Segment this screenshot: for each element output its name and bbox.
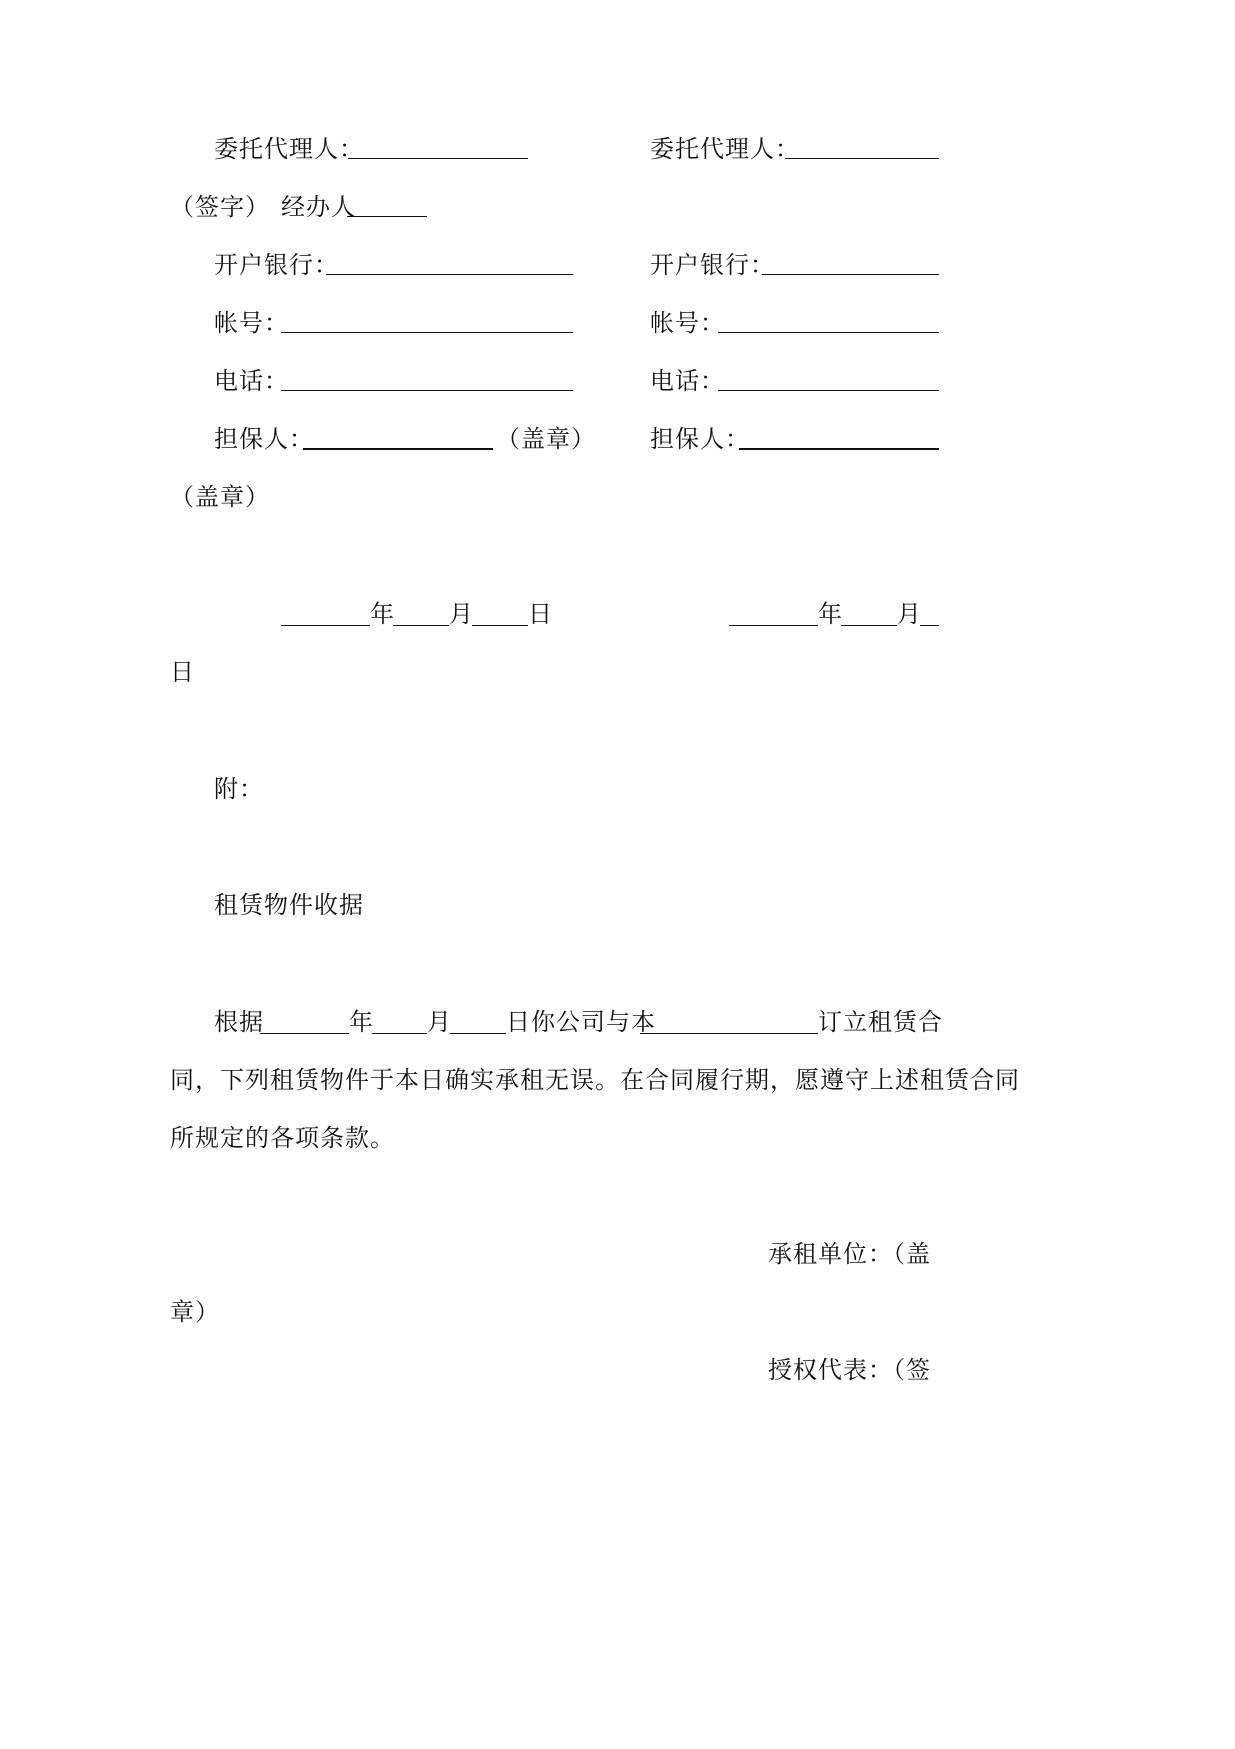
- right-year-label: 年: [818, 600, 843, 628]
- right-bank-blank[interactable]: [762, 274, 939, 275]
- right-month-label: 月: [897, 600, 922, 628]
- handler-label: 经办人: [281, 193, 356, 221]
- right-guarantor-blank[interactable]: [739, 448, 939, 450]
- left-account-blank[interactable]: [281, 332, 573, 333]
- right-agent-label: 委托代理人：: [650, 135, 800, 163]
- left-phone-blank[interactable]: [281, 390, 573, 391]
- right-phone-label: 电话：: [650, 367, 725, 395]
- right-day-blank[interactable]: [920, 625, 939, 626]
- receipt-tail: 订立租赁合: [818, 1008, 943, 1036]
- seal-wrap: （盖章）: [170, 483, 270, 511]
- right-account-blank[interactable]: [718, 332, 939, 333]
- receipt-mid: 日你公司与本: [506, 1008, 656, 1036]
- left-day-label: 日: [528, 600, 553, 628]
- left-guarantor-blank[interactable]: [303, 448, 493, 450]
- receipt-month-label: 月: [427, 1008, 452, 1036]
- receipt-day-blank[interactable]: [450, 1033, 506, 1034]
- left-year-label: 年: [370, 600, 395, 628]
- receipt-lead: 根据: [214, 1008, 264, 1036]
- handler-blank[interactable]: [347, 216, 427, 217]
- left-guarantor-label: 担保人：: [214, 425, 314, 453]
- left-day-blank[interactable]: [472, 625, 528, 626]
- right-account-label: 帐号：: [650, 309, 725, 337]
- left-month-label: 月: [449, 600, 474, 628]
- left-year-blank[interactable]: [281, 625, 370, 626]
- left-bank-blank[interactable]: [326, 274, 573, 275]
- appendix-title: 租赁物件收据: [214, 891, 364, 919]
- left-agent-label: 委托代理人：: [214, 135, 364, 163]
- receipt-party-blank[interactable]: [640, 1033, 818, 1034]
- left-bank-label: 开户银行：: [214, 251, 339, 279]
- left-agent-blank[interactable]: [348, 158, 528, 159]
- right-day-wrap: 日: [170, 658, 195, 686]
- lessee-unit-label: 承租单位：（盖: [768, 1240, 931, 1268]
- left-account-label: 帐号：: [214, 309, 289, 337]
- right-guarantor-label: 担保人：: [650, 425, 750, 453]
- receipt-line3: 所规定的各项条款。: [170, 1124, 395, 1152]
- right-year-blank[interactable]: [729, 625, 818, 626]
- lessee-rep-label: 授权代表：（签: [768, 1356, 931, 1384]
- left-month-blank[interactable]: [393, 625, 449, 626]
- appendix-label: 附：: [214, 775, 264, 803]
- right-bank-label: 开户银行：: [650, 251, 775, 279]
- receipt-month-blank[interactable]: [372, 1033, 427, 1034]
- receipt-year-label: 年: [349, 1008, 374, 1036]
- right-month-blank[interactable]: [841, 625, 897, 626]
- receipt-year-blank[interactable]: [260, 1033, 349, 1034]
- left-guarantor-seal: （盖章）: [496, 425, 596, 453]
- sign-note: （签字）: [170, 193, 270, 221]
- right-phone-blank[interactable]: [718, 390, 939, 391]
- left-phone-label: 电话：: [214, 367, 289, 395]
- lessee-unit-wrap: 章）: [170, 1298, 220, 1326]
- right-agent-blank[interactable]: [785, 158, 939, 159]
- receipt-line2: 同，下列租赁物件于本日确实承租无误。在合同履行期，愿遵守上述租赁合同: [170, 1066, 1020, 1094]
